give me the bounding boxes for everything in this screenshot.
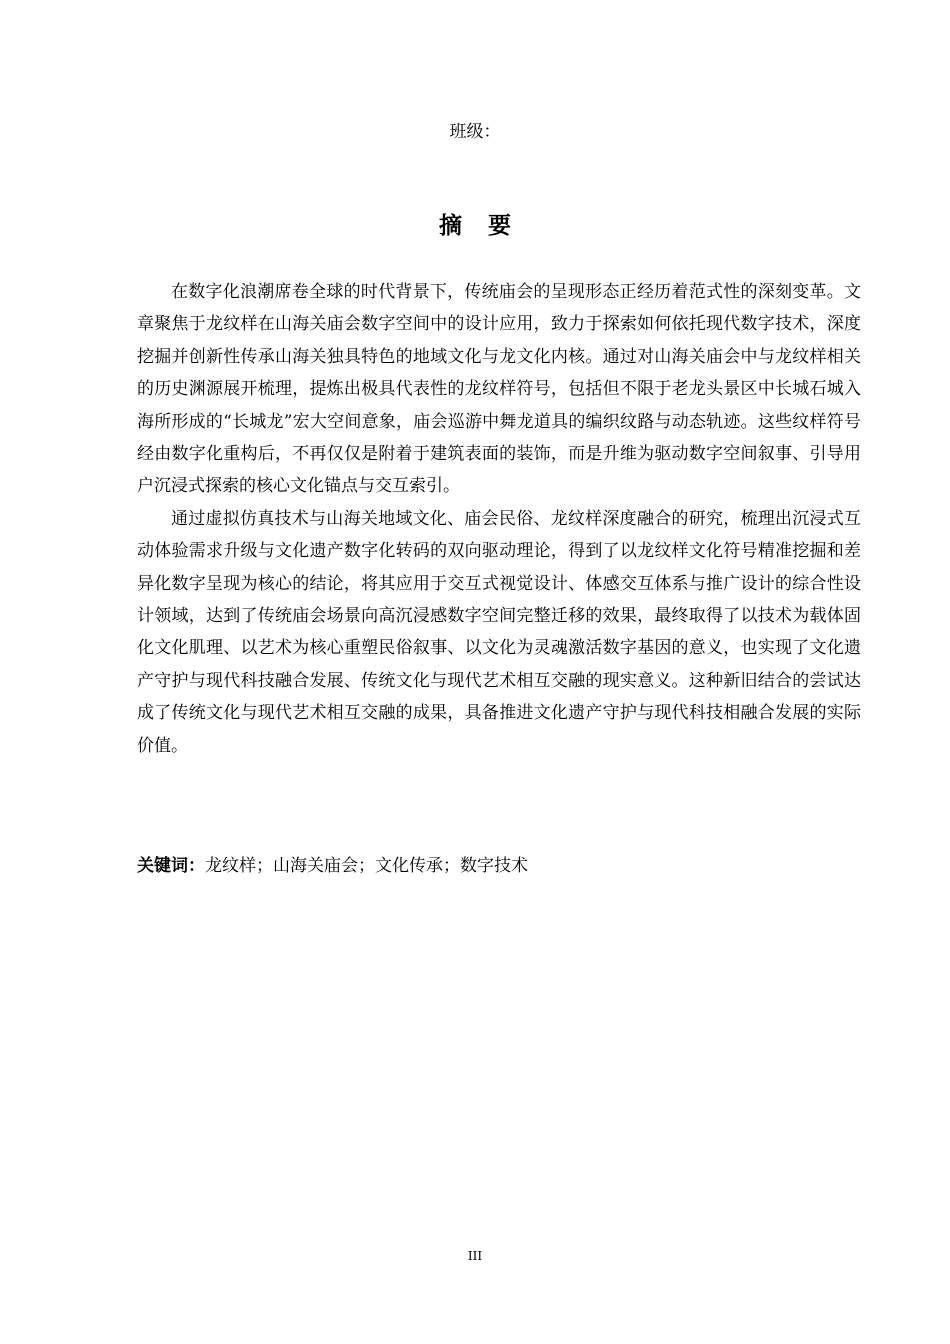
page-number: III <box>467 1249 483 1263</box>
class-label: 班级： <box>449 122 501 142</box>
keywords-line <box>137 850 861 882</box>
abstract-body <box>137 276 861 762</box>
abstract-paragraph-2: 通过虚拟仿真技术与山海关地域文化、庙会民俗、龙纹样深度融合的研究，梳理出沉浸式互动体验需求升级与文化遗产数字化转码的双向驱动理论，得到了以龙纹样文化符号精准挖掘和差异化数字呈现为核心的结论，将其应用于交互式视觉设计、体感交互体系与推广设计的综合性设计领域，达到了传统庙会场景向高沉浸感数字空间完整迁移的效果，最终取得了以技术为载体固化文化肌理、以艺术为核心重塑民俗叙事、以文化为灵魂激活数字基因的意义，也实现了文化遗产守护与现代科技融合发展、传统文化与现代艺术相互交融的现实意义。这种新旧结合的尝试达成了传统文化与现代艺术相互交融的成果，具备推进文化遗产守护与现代科技相融合发展的实际价值。 <box>137 508 861 756</box>
keywords-text: 龙纹样；山海关庙会；文化传承；数字技术 <box>205 856 528 876</box>
abstract-title: 摘要 <box>439 212 537 239</box>
keywords-label: 关键词： <box>137 856 205 876</box>
abstract-paragraph-1: 在数字化浪潮席卷全球的时代背景下，传统庙会的呈现形态正经历着范式性的深刻变革。文章聚焦于龙纹样在山海关庙会数字空间中的设计应用，致力于探索如何依托现代数字技术，深度挖掘并创新性传承山海关独具特色的地域文化与龙文化内核。通过对山海关庙会中与龙纹样相关的历史渊源展开梳理，提炼出极具代表性的龙纹样符号，包括但不限于老龙头景区中长城石城入海所形成的“长城龙”宏大空间意象，庙会巡游中舞龙道具的编织纹路与动态轨迹。这些纹样符号经由数字化重构后，不再仅仅是附着于建筑表面的装饰，而是升维为驱动数字空间叙事、引导用户沉浸式探索的核心文化锚点与交互索引。 <box>137 282 861 497</box>
